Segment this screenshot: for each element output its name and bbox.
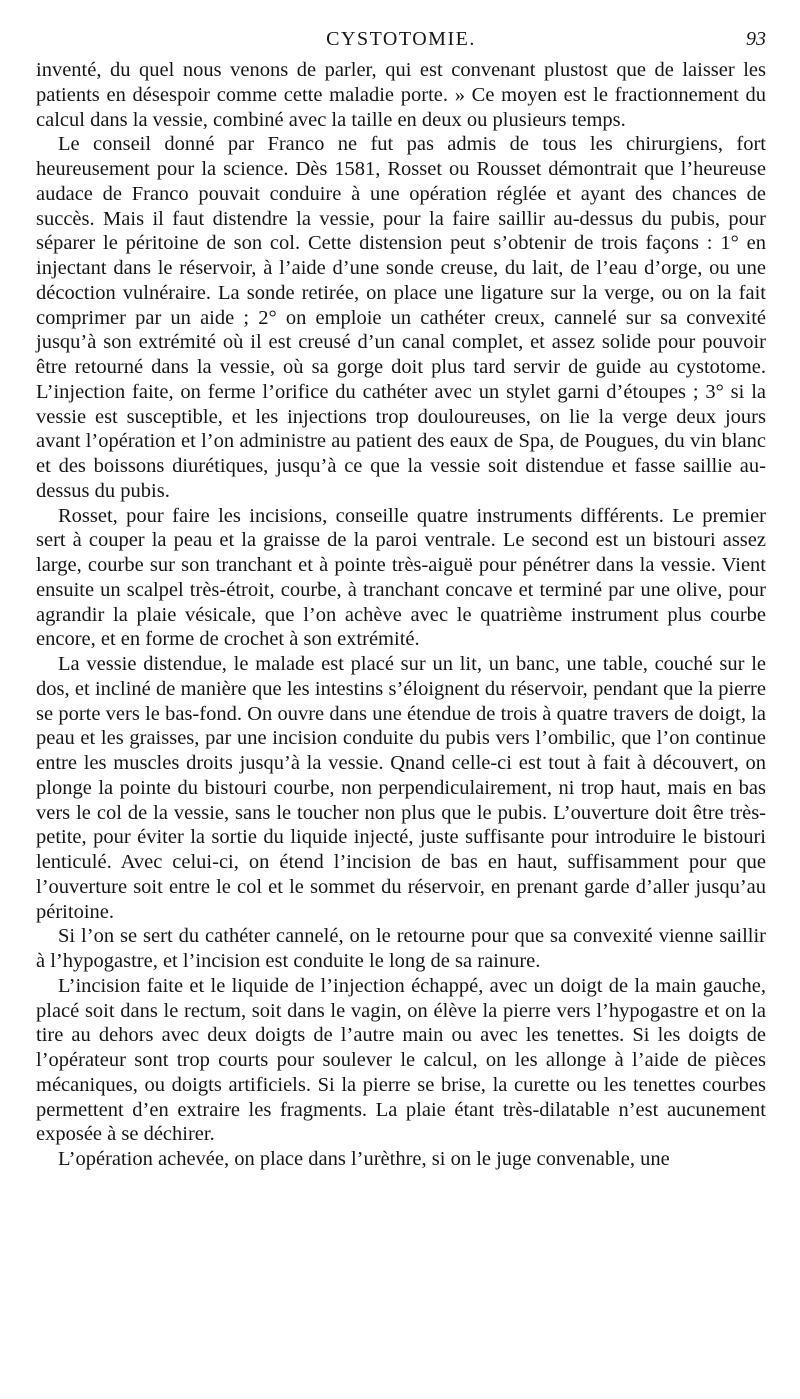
paragraph-extraction: L’incision faite et le liquide de l’injection échappé, avec un doigt de la main gauche, placé soit dans le rectum, soit dans le vagin, on élève la pierre vers l’hypogastre et on la tire au dehors avec deux doigts de l’autre main ou avec les tenettes. Si les doigts de l’opérateur sont trop courts pour soulever le calcul, on les allonge à l’aide de pièces mécaniques, ou doigts artificiels. Si la pierre se brise, la curette ou les tenettes courbes permettent d’en extraire les fragments. La plaie étant très-dilatable n’est aucunement exposée à se déchirer.	[36, 974, 766, 1146]
page-number: 93	[746, 28, 766, 50]
paragraph-procedure: La vessie distendue, le malade est placé sur un lit, un banc, une table, couché sur le dos, et incliné de manière que les intestins s’éloignent du réservoir, pendant que la pierre se porte vers le bas-fond. On ouvre dans une étendue de trois à quatre travers de doigt, la peau et les graisses, par une incision conduite du pubis vers l’ombilic, que l’on continue entre les muscles droits jusqu’à la vessie. Qnand celle-ci est tout à fait à découvert, on plonge la pointe du bistouri courbe, non perpendiculairement, ni trop haut, mais en bas vers le col de la vessie, sans le toucher non plus que le pubis. L’ouverture doit être très-petite, pour éviter la sortie du liquide injecté, juste suffisante pour introduire le bistouri lenticulé. Avec celui-ci, on étend l’incision de bas en haut, suffisamment pour que l’ouverture soit entre le col et le sommet du réservoir, en prenant garde d’aller jusqu’au péritoine.	[36, 653, 766, 923]
paragraph-continued: inventé, du quel nous venons de parler, qui est convenant plustost que de laisser les patients en désespoir comme cette maladie porte. » Ce moyen est le fractionnement du calcul dans la vessie, combiné avec la taille en deux ou plusieurs temps.	[36, 59, 766, 131]
paragraph-franco-rosset: Le conseil donné par Franco ne fut pas admis de tous les chirurgiens, fort heureusement pour la science. Dès 1581, Rosset ou Rousset démontrait que l’heureuse audace de Franco pouvait conduire à une opération réglée et ayant des chances de succès. Mais il faut distendre la vessie, pour la faire saillir au-dessus du pubis, pour séparer le péritoine de son col. Cette distension peut s’obtenir de trois façons : 1° en injectant dans le réservoir, à l’aide d’une sonde creuse, du lait, de l’eau d’orge, ou une décoction vulnéraire. La sonde retirée, on place une ligature sur la verge, ou on la fait comprimer par un aide ; 2° on emploie un cathéter creux, cannelé sur sa convexité jusqu’à son extrémité où il est creusé d’un canal complet, et assez solide pour pouvoir être retourné dans la vessie, où sa gorge doit plus tard servir de guide au cystotome. L’injection faite, on ferme l’orifice du cathéter avec un stylet garni d’étoupes ; 3° si la vessie est susceptible, et les injections trop douloureuses, on lie la verge deux jours avant l’opération et l’on administre au patient des eaux de Spa, de Pougues, du vin blanc et des boissons diurétiques, jusqu’à ce que la vessie soit distendue et fasse saillie au-dessus du pubis.	[36, 133, 766, 502]
running-title: CYSTOTOMIE.	[326, 28, 476, 50]
paragraph-instruments: Rosset, pour faire les incisions, conseille quatre instruments différents. Le premier sert à couper la peau et la graisse de la paroi ventrale. Le second est un bistouri assez large, courbe sur son tranchant et à pointe très-aiguë pour pénétrer dans la vessie. Vient ensuite un scalpel très-étroit, courbe, à tranchant concave et terminé par une olive, pour agrandir la plaie vésicale, que l’on achève avec le quatrième instrument plus courbe encore, et en forme de crochet à son extrémité.	[36, 504, 766, 651]
body-text	[36, 58, 766, 1172]
paragraph-after-operation: L’opération achevée, on place dans l’urèthre, si on le juge convenable, une	[58, 1148, 670, 1170]
paragraph-catheter: Si l’on se sert du cathéter cannelé, on le retourne pour que sa convexité vienne saillir à l’hypogastre, et l’incision est conduite le long de sa rainure.	[36, 925, 766, 972]
book-page	[36, 28, 766, 1172]
running-head	[36, 28, 766, 58]
